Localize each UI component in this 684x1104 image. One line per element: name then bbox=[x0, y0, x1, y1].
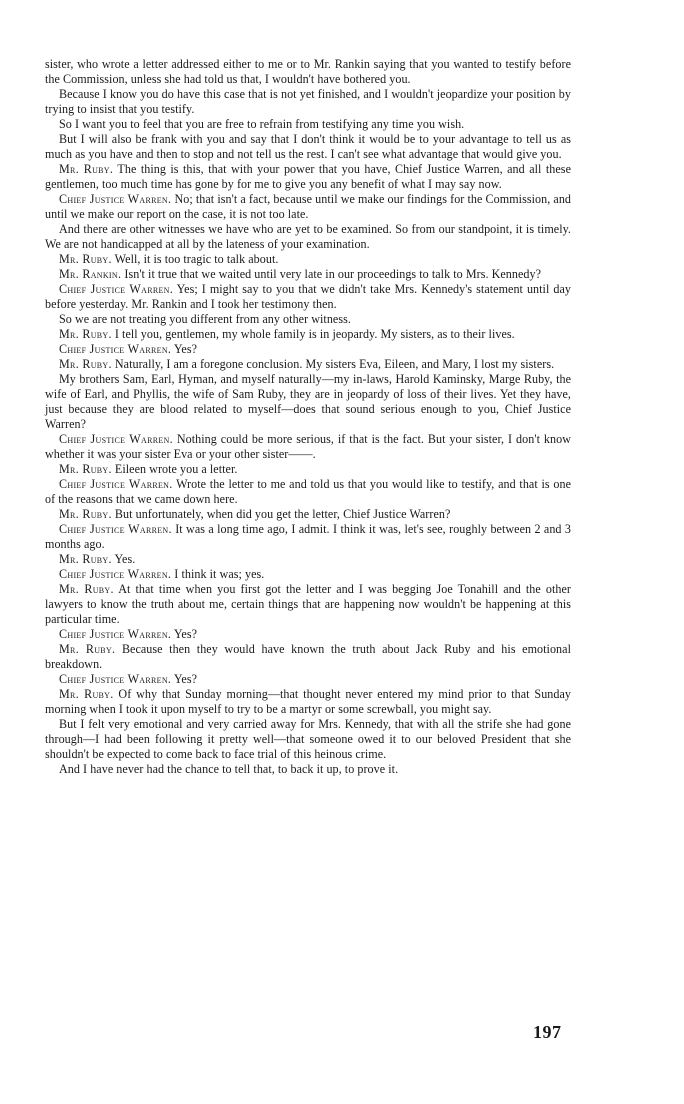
transcript-paragraph bbox=[45, 462, 571, 477]
transcript-paragraph bbox=[45, 357, 571, 372]
transcript-paragraph bbox=[45, 282, 571, 312]
paragraph-text: My brothers Sam, Earl, Hyman, and myself naturally—my in-laws, Harold Kaminsky, Marge Ruby, the wife of Earl, and Phyllis, the wife of Sam Ruby, they are in jeopardy of loss of their lives. Yet they have, just because they are blood related to myself—does that sound serious enough to you, Chief Justice Warren? bbox=[45, 372, 571, 431]
paragraph-text: But I felt very emotional and very carried away for Mrs. Kennedy, that with all the strife she had gone through—I had been following it pretty well—that someone owed it to our beloved President that she shouldn't be expected to come back to face trial of this heinous crime. bbox=[45, 717, 571, 761]
speaker-name: Mr. Ruby. bbox=[59, 642, 116, 656]
speaker-name: Mr. Ruby. bbox=[59, 327, 112, 341]
paragraph-text: The thing is this, that with your power that you have, Chief Justice Warren, and all these gentlemen, too much time has gone by for me to give you any benefit of what I may say now. bbox=[45, 162, 571, 191]
paragraph-text: I tell you, gentlemen, my whole family is in jeopardy. My sisters, as to their lives. bbox=[111, 327, 515, 341]
paragraph-text: Yes? bbox=[171, 627, 198, 641]
speaker-name: Chief Justice Warren. bbox=[59, 477, 173, 491]
transcript-paragraph bbox=[45, 327, 571, 342]
transcript-paragraph bbox=[45, 522, 571, 552]
speaker-name: Mr. Ruby. bbox=[59, 552, 112, 566]
transcript-paragraph bbox=[45, 132, 571, 162]
transcript-paragraph bbox=[45, 567, 571, 582]
speaker-name: Chief Justice Warren. bbox=[59, 192, 172, 206]
speaker-name: Mr. Rankin. bbox=[59, 267, 122, 281]
paragraph-text: At that time when you first got the letter and I was begging Joe Tonahill and the other lawyers to know the truth about me, certain things that are happening now wouldn't be happening at this particular time. bbox=[45, 582, 571, 626]
transcript-paragraph bbox=[45, 252, 571, 267]
page-number: 197 bbox=[533, 1022, 562, 1042]
speaker-name: Chief Justice Warren. bbox=[59, 627, 172, 641]
paragraph-text: So we are not treating you different from any other witness. bbox=[59, 312, 351, 326]
paragraph-text: Isn't it true that we waited until very late in our proceedings to talk to Mrs. Kennedy? bbox=[121, 267, 542, 281]
speaker-name: Chief Justice Warren. bbox=[59, 342, 172, 356]
transcript-paragraph bbox=[45, 552, 571, 567]
transcript-paragraph bbox=[45, 222, 571, 252]
speaker-name: Mr. Ruby. bbox=[59, 687, 114, 701]
paragraph-text: I think it was; yes. bbox=[171, 567, 265, 581]
transcript-paragraph bbox=[45, 687, 571, 717]
paragraph-text: Well, it is too tragic to talk about. bbox=[111, 252, 279, 266]
speaker-name: Mr. Ruby. bbox=[59, 507, 112, 521]
paragraph-text: But I will also be frank with you and say that I don't think it would be to your advantage to tell us as much as you have and then to stop and not tell us the rest. I can't see what advantage that would give you. bbox=[45, 132, 571, 161]
page-body bbox=[45, 57, 571, 777]
paragraph-text: Yes? bbox=[171, 342, 198, 356]
paragraph-text: Nothing could be more serious, if that is the fact. But your sister, I don't know whether it was your sister Eva or your other sister——. bbox=[45, 432, 571, 461]
transcript-paragraph bbox=[45, 192, 571, 222]
paragraph-text: Naturally, I am a foregone conclusion. My sisters Eva, Eileen, and Mary, I lost my sisters. bbox=[111, 357, 555, 371]
transcript-paragraph bbox=[45, 582, 571, 627]
paragraph-text: So I want you to feel that you are free to refrain from testifying any time you wish. bbox=[59, 117, 465, 131]
paragraph-text: And there are other witnesses we have who are yet to be examined. So from our standpoint, it is timely. We are not handicapped at all by the lateness of your examination. bbox=[45, 222, 571, 251]
paragraph-text: Of why that Sunday morning—that thought never entered my mind prior to that Sunday morning when I took it upon myself to try to be a martyr or some screwball, you might say. bbox=[45, 687, 572, 716]
transcript-paragraph bbox=[45, 642, 571, 672]
transcript-paragraph bbox=[45, 267, 571, 282]
transcript-paragraph bbox=[45, 342, 571, 357]
transcript-paragraph bbox=[45, 117, 571, 132]
transcript-paragraph bbox=[45, 372, 571, 432]
paragraph-text: Eileen wrote you a letter. bbox=[111, 462, 238, 476]
speaker-name: Chief Justice Warren. bbox=[59, 432, 173, 446]
speaker-name: Chief Justice Warren. bbox=[59, 567, 172, 581]
paragraph-text: Wrote the letter to me and told us that you would like to testify, and that is one of the reasons that we came down here. bbox=[45, 477, 571, 506]
speaker-name: Chief Justice Warren. bbox=[59, 282, 174, 296]
transcript-paragraph bbox=[45, 162, 571, 192]
paragraph-text: And I have never had the chance to tell that, to back it up, to prove it. bbox=[59, 762, 399, 776]
paragraph-text: But unfortunately, when did you get the letter, Chief Justice Warren? bbox=[111, 507, 451, 521]
transcript-paragraph bbox=[45, 627, 571, 642]
transcript-paragraph bbox=[45, 507, 571, 522]
transcript-paragraph bbox=[45, 432, 571, 462]
paragraph-text: sister, who wrote a letter addressed either to me or to Mr. Rankin saying that you wanted to testify before the Commission, unless she had told us that, I wouldn't have bothered you. bbox=[45, 57, 571, 86]
speaker-name: Chief Justice Warren. bbox=[59, 522, 172, 536]
transcript-paragraph bbox=[45, 57, 571, 87]
paragraph-text: It was a long time ago, I admit. I think it was, let's see, roughly between 2 and 3 months ago. bbox=[45, 522, 571, 551]
speaker-name: Mr. Ruby. bbox=[59, 462, 112, 476]
transcript-paragraph bbox=[45, 762, 571, 777]
transcript-paragraph bbox=[45, 87, 571, 117]
speaker-name: Mr. Ruby. bbox=[59, 162, 114, 176]
transcript-paragraph bbox=[45, 672, 571, 687]
speaker-name: Chief Justice Warren. bbox=[59, 672, 172, 686]
speaker-name: Mr. Ruby. bbox=[59, 357, 112, 371]
transcript-paragraph bbox=[45, 477, 571, 507]
paragraph-text: No; that isn't a fact, because until we make our findings for the Commission, and until we make our report on the case, it is not too late. bbox=[45, 192, 572, 221]
speaker-name: Mr. Ruby. bbox=[59, 252, 112, 266]
paragraph-text: Yes? bbox=[171, 672, 198, 686]
transcript-paragraph bbox=[45, 717, 571, 762]
speaker-name: Mr. Ruby. bbox=[59, 582, 114, 596]
paragraph-text: Yes; I might say to you that we didn't take Mrs. Kennedy's statement until day before yesterday. Mr. Rankin and I took her testimony then. bbox=[45, 282, 571, 311]
paragraph-text: Because I know you do have this case that is not yet finished, and I wouldn't jeopardize your position by trying to insist that you testify. bbox=[45, 87, 571, 116]
paragraph-text: Because then they would have known the truth about Jack Ruby and his emotional breakdown. bbox=[45, 642, 571, 671]
transcript-paragraph bbox=[45, 312, 571, 327]
paragraph-text: Yes. bbox=[111, 552, 136, 566]
